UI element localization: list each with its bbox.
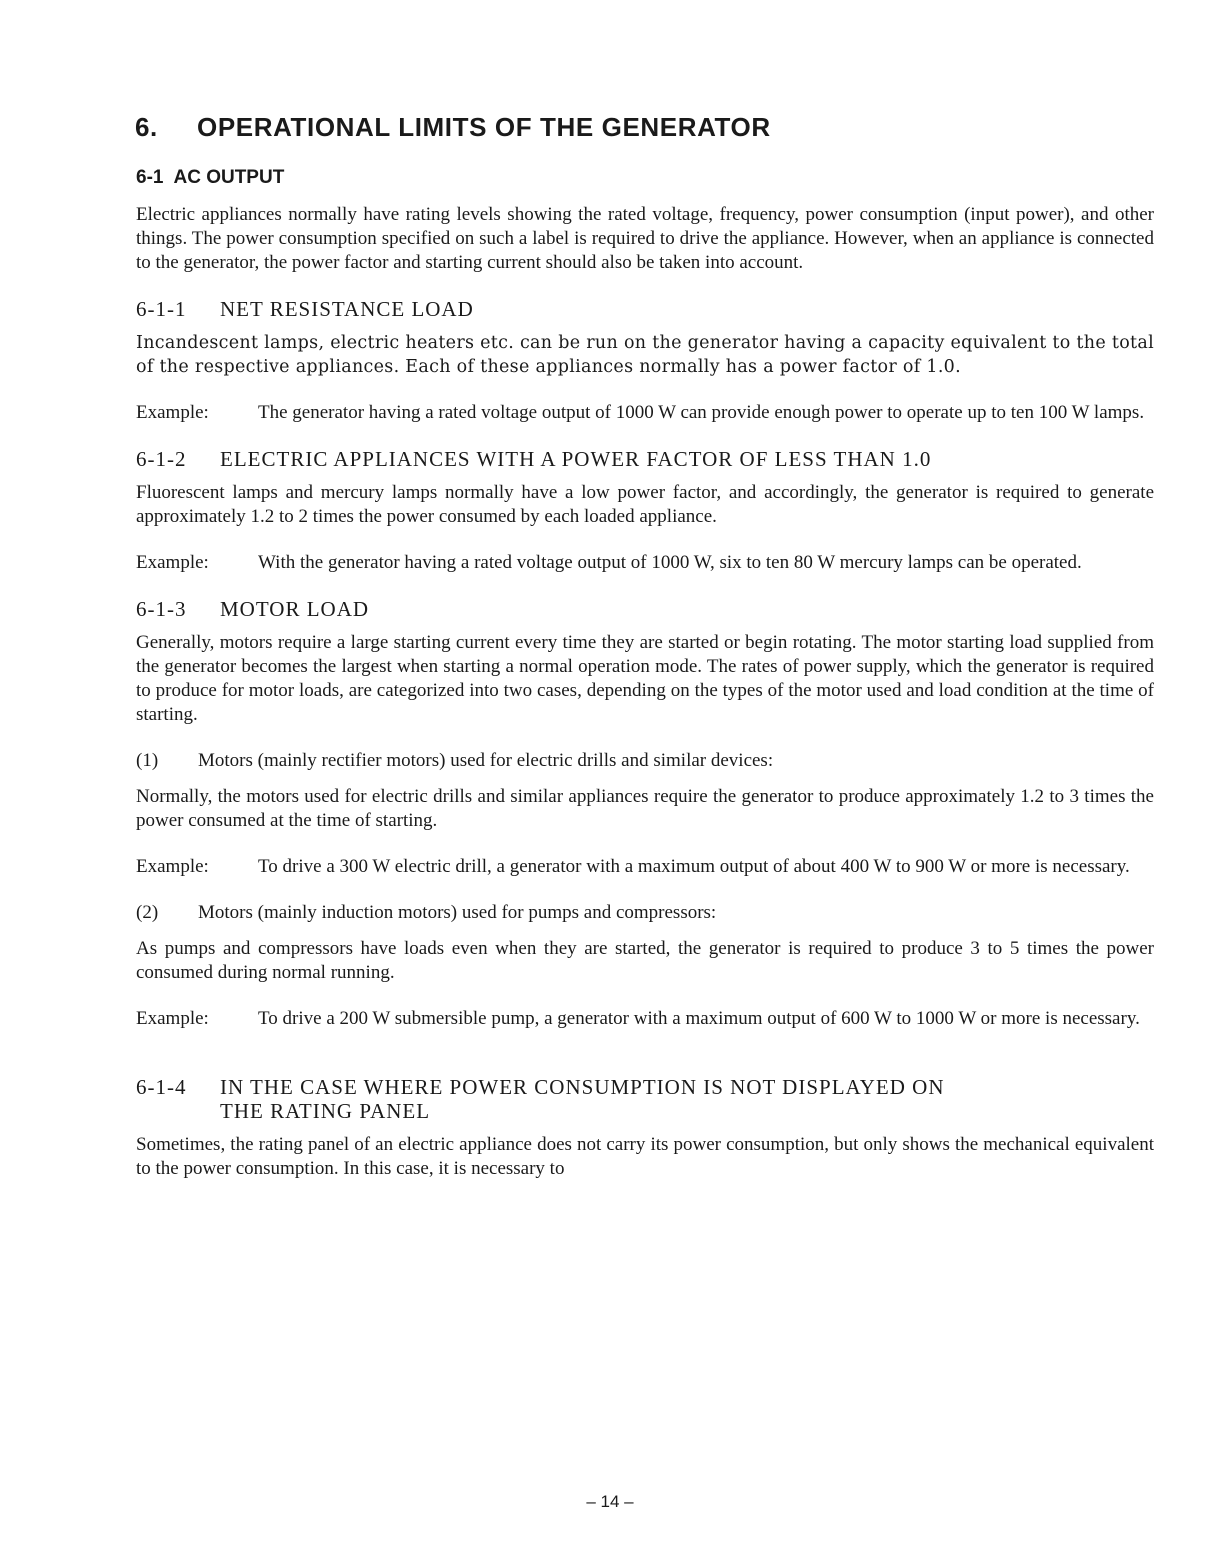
case-1-example — [136, 855, 1154, 879]
example-label: Example: — [136, 856, 209, 877]
example-label: Example: — [136, 402, 209, 423]
section-6-1-4-title-line1: IN THE CASE WHERE POWER CONSUMPTION IS NOT DISPLAYED ON — [220, 1075, 945, 1099]
section-6-1-number: 6-1 — [136, 167, 164, 188]
section-6-1-4-body: Sometimes, the rating panel of an electric appliance does not carry its power consumption, but only shows the mechanical equivalent to the power consumption. In this case, it is necessary to — [136, 1134, 1154, 1179]
section-6-1-1-example — [136, 401, 1154, 425]
section-6-1-4-title-line2: THE RATING PANEL — [220, 1099, 431, 1123]
section-6-1-1-title: NET RESISTANCE LOAD — [220, 297, 474, 321]
section-6-1-3-number: 6-1-3 — [136, 597, 187, 621]
page-content — [136, 112, 1154, 1203]
section-6-1-2-body: Fluorescent lamps and mercury lamps normally have a low power factor, and accordingly, the generator is required to generate approximately 1.2 to 2 times the power consumed by each loaded appliance. — [136, 482, 1154, 527]
section-6-1-2-example — [136, 551, 1154, 575]
chapter-title-text: OPERATIONAL LIMITS OF THE GENERATOR — [197, 112, 771, 142]
section-6-1-1-heading — [136, 297, 1154, 321]
case-1-mark: (1) — [136, 750, 159, 771]
example-text: To drive a 300 W electric drill, a generator with a maximum output of about 400 W to 900 W or more is necessary. — [258, 856, 1130, 877]
case-1-title: Motors (mainly rectifier motors) used for electric drills and similar devices: — [198, 750, 774, 771]
case-1-heading — [136, 749, 1154, 773]
section-6-1-body: Electric appliances normally have rating levels showing the rated voltage, frequency, power consumption (input power), and other things. The power consumption specified on such a label is required to drive the appliance. However, when an appliance is connected to the generator, the power factor and starting current should also be taken into account. — [136, 204, 1154, 273]
section-6-1-3-title: MOTOR LOAD — [220, 597, 370, 621]
example-label: Example: — [136, 1008, 209, 1029]
section-6-1-3-body: Generally, motors require a large starting current every time they are started or begin rotating. The motor starting load supplied from the generator becomes the largest when starting a normal operation mode. The rates of power supply, which the generator is required to produce for motor loads, are categorized into two cases, depending on the types of the motor used and load condition at the time of starting. — [136, 632, 1154, 725]
section-6-1-4-number: 6-1-4 — [136, 1075, 187, 1099]
section-6-1-2-title: ELECTRIC APPLIANCES WITH A POWER FACTOR OF LESS THAN 1.0 — [220, 447, 932, 471]
case-2-mark: (2) — [136, 902, 159, 923]
section-6-1-3-heading — [136, 597, 1154, 621]
page-number: – 14 – — [586, 1492, 634, 1511]
example-text: With the generator having a rated voltage output of 1000 W, six to ten 80 W mercury lamps can be operated. — [258, 552, 1082, 573]
case-2-body: As pumps and compressors have loads even when they are started, the generator is required to produce 3 to 5 times the power consumed during normal running. — [136, 938, 1154, 983]
case-1-body: Normally, the motors used for electric drills and similar appliances require the generator to produce approximately 1.2 to 3 times the power consumed at the time of starting. — [136, 786, 1154, 831]
section-6-1-4-heading — [136, 1075, 1154, 1123]
case-2-example — [136, 1007, 1154, 1031]
section-6-1-1-number: 6-1-1 — [136, 297, 187, 321]
example-text: The generator having a rated voltage output of 1000 W can provide enough power to operate up to ten 100 W lamps. — [258, 402, 1145, 423]
section-6-1-4-title — [220, 1075, 1154, 1123]
case-2-heading — [136, 901, 1154, 925]
section-6-1-heading — [136, 167, 1154, 189]
chapter-title — [135, 112, 1154, 143]
section-6-1-2-heading — [136, 447, 1154, 471]
example-text: To drive a 200 W submersible pump, a generator with a maximum output of 600 W to 1000 W or more is necessary. — [258, 1008, 1140, 1029]
section-6-1-title: AC OUTPUT — [173, 167, 285, 188]
example-label: Example: — [136, 552, 209, 573]
section-6-1-1-body: Incandescent lamps, electric heaters etc. can be run on the generator having a capacity equivalent to the total of the respective appliances. Each of these appliances normally has a power factor of 1.0. — [136, 333, 1154, 377]
case-2-title: Motors (mainly induction motors) used for pumps and compressors: — [198, 902, 717, 923]
chapter-number: 6. — [135, 112, 158, 142]
section-6-1-2-number: 6-1-2 — [136, 447, 187, 471]
